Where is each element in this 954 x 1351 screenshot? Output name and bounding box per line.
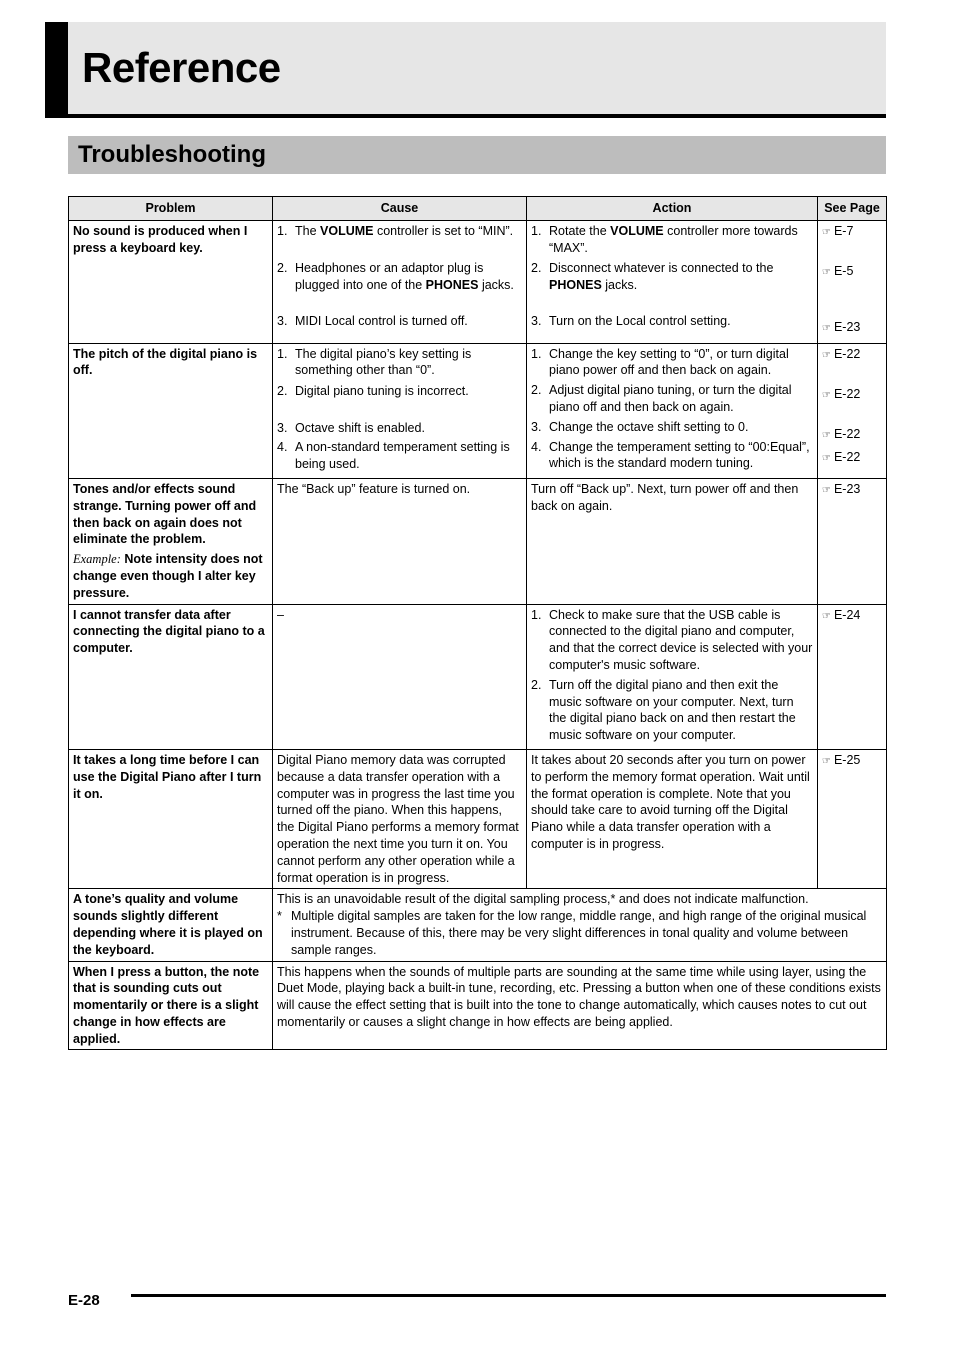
cause-cell bbox=[273, 343, 527, 478]
action-item: 1. Change the key setting to “0”, or turn digital piano power off and then back on again. bbox=[531, 346, 789, 378]
cause-item: 1. The VOLUME controller is set to “MIN”. bbox=[277, 223, 514, 238]
action-item: 1. Check to make sure that the USB cable is connected to the digital piano and computer, and that the correct device is selected with your computer's music software. bbox=[531, 607, 813, 672]
page-ref: ☞ E-23 bbox=[822, 319, 861, 334]
header-accent-block bbox=[45, 22, 68, 118]
problem-example: Example: Note intensity does not change even though I alter key pressure. bbox=[73, 552, 263, 600]
header-cause: Cause bbox=[273, 197, 527, 221]
cause-cell: The “Back up” feature is turned on. bbox=[273, 478, 527, 604]
section-title: Troubleshooting bbox=[78, 141, 266, 168]
action-cell bbox=[527, 220, 818, 343]
answer-text: This is an unavoidable result of the digital sampling process,* and does not indicate malfunction. bbox=[277, 892, 809, 907]
see-page-cell bbox=[818, 604, 887, 749]
page-ref: ☞ E-5 bbox=[822, 263, 854, 278]
header-see-page: See Page bbox=[818, 197, 887, 221]
footnote: * Multiple digital samples are taken for the low range, middle range, and high range of the original musical instrument. Because of this, there may be very slight differences in tonal quality and volume between sample ranges. bbox=[277, 909, 867, 957]
table-header-row bbox=[69, 197, 887, 221]
page-ref-icon: ☞ bbox=[822, 389, 831, 401]
see-page-cell bbox=[818, 343, 887, 478]
action-item: 1. Rotate the VOLUME controller more towards “MAX”. bbox=[531, 223, 798, 255]
page-ref-icon: ☞ bbox=[822, 266, 831, 278]
table-row bbox=[69, 604, 887, 749]
footer-rule bbox=[131, 1294, 886, 1297]
page-ref: ☞ E-7 bbox=[822, 223, 854, 238]
page-ref-icon: ☞ bbox=[822, 452, 831, 464]
see-page-cell bbox=[818, 220, 887, 343]
page-ref: ☞ E-22 bbox=[822, 346, 861, 361]
page-ref-icon: ☞ bbox=[822, 610, 831, 622]
problem-cell: The pitch of the digital piano is off. bbox=[69, 343, 273, 478]
page-title: Reference bbox=[82, 44, 281, 91]
troubleshooting-table bbox=[68, 196, 887, 1050]
action-item: 3. Change the octave shift setting to 0. bbox=[531, 419, 749, 434]
problem-cell: A tone’s quality and volume sounds slightly different depending where it is played on the keyboard. bbox=[69, 889, 273, 961]
problem-cell: When I press a button, the note that is sounding cuts out momentarily or there is a slight change in how effects are applied. bbox=[69, 961, 273, 1050]
page-ref: ☞ E-22 bbox=[822, 449, 861, 464]
section-header bbox=[68, 136, 886, 174]
cause-cell: Digital Piano memory data was corrupted because a data transfer operation with a computer was in progress the last time you turned off the piano. When this happens, the Digital Piano performs a memory format operation the next time you turn it on. You cannot perform any other operation while a format operation is in progress. bbox=[273, 749, 527, 888]
table-row bbox=[69, 749, 887, 888]
cause-item: 2. Headphones or an adaptor plug is plugged into one of the PHONES jacks. bbox=[277, 260, 514, 292]
problem-cell: No sound is produced when I press a keyboard key. bbox=[69, 220, 273, 343]
header-problem: Problem bbox=[69, 197, 273, 221]
see-page-cell bbox=[818, 749, 887, 888]
table-row bbox=[69, 220, 887, 343]
table-row bbox=[69, 961, 887, 1050]
problem-text: Tones and/or effects sound strange. Turning power off and then back on again does not eliminate the problem. bbox=[73, 481, 257, 547]
table-row bbox=[69, 478, 887, 604]
action-item: 2. Disconnect whatever is connected to the PHONES jacks. bbox=[531, 260, 774, 292]
table-row bbox=[69, 889, 887, 961]
page-number: E-28 bbox=[68, 1292, 100, 1309]
reference-header bbox=[45, 22, 886, 118]
cause-cell bbox=[273, 220, 527, 343]
see-page-cell bbox=[818, 478, 887, 604]
page-ref-icon: ☞ bbox=[822, 429, 831, 441]
cause-item: 1. The digital piano’s key setting is something other than “0”. bbox=[277, 346, 472, 378]
action-cell: It takes about 20 seconds after you turn on power to perform the memory format operation. Wait until the format operation is complete. Note that you should take care to avoid turning off the Digital Piano while a data transfer operation with a computer is in progress. bbox=[527, 749, 818, 888]
action-item: 2. Turn off the digital piano and then exit the music software on your computer. Next, turn the digital piano back on and then restart the music software on your computer. bbox=[531, 677, 796, 743]
cause-item: 2. Digital piano tuning is incorrect. bbox=[277, 383, 469, 398]
cause-item: 3. MIDI Local control is turned off. bbox=[277, 313, 468, 328]
problem-cell: It takes a long time before I can use the Digital Piano after I turn it on. bbox=[69, 749, 273, 888]
merged-answer-cell: This happens when the sounds of multiple parts are sounding at the same time while using layer, using the Duet Mode, playing back a built-in tune, recording, etc. Pressing a button when one of these conditions exists will cause the effect setting that is built into the tone to change automatically, which causes notes to cut out momentarily or causes a slight change in how effects are being applied. bbox=[273, 961, 887, 1050]
problem-cell bbox=[69, 478, 273, 604]
action-cell: Turn off “Back up”. Next, turn power off and then back on again. bbox=[527, 478, 818, 604]
page-ref-icon: ☞ bbox=[822, 349, 831, 361]
action-cell bbox=[527, 343, 818, 478]
action-item: 3. Turn on the Local control setting. bbox=[531, 313, 731, 328]
header-action: Action bbox=[527, 197, 818, 221]
page-ref: ☞ E-25 bbox=[822, 752, 861, 767]
merged-answer-cell bbox=[273, 889, 887, 961]
page-ref: ☞ E-24 bbox=[822, 607, 861, 622]
cause-item: 3. Octave shift is enabled. bbox=[277, 420, 425, 435]
cause-cell: – bbox=[273, 604, 527, 749]
page-ref-icon: ☞ bbox=[822, 484, 831, 496]
page-ref-icon: ☞ bbox=[822, 755, 831, 767]
table-row bbox=[69, 343, 887, 478]
page-ref: ☞ E-22 bbox=[822, 426, 861, 441]
page-ref-icon: ☞ bbox=[822, 226, 831, 238]
problem-cell: I cannot transfer data after connecting the digital piano to a computer. bbox=[69, 604, 273, 749]
page-ref: ☞ E-23 bbox=[822, 481, 861, 496]
page-ref-icon: ☞ bbox=[822, 322, 831, 334]
page-ref: ☞ E-22 bbox=[822, 386, 861, 401]
action-item: 4. Change the temperament setting to “00:Equal”, which is the standard modern tuning. bbox=[531, 439, 810, 471]
cause-item: 4. A non-standard temperament setting is being used. bbox=[277, 440, 510, 472]
action-cell bbox=[527, 604, 818, 749]
action-item: 2. Adjust digital piano tuning, or turn the digital piano off and then back on again. bbox=[531, 383, 792, 414]
